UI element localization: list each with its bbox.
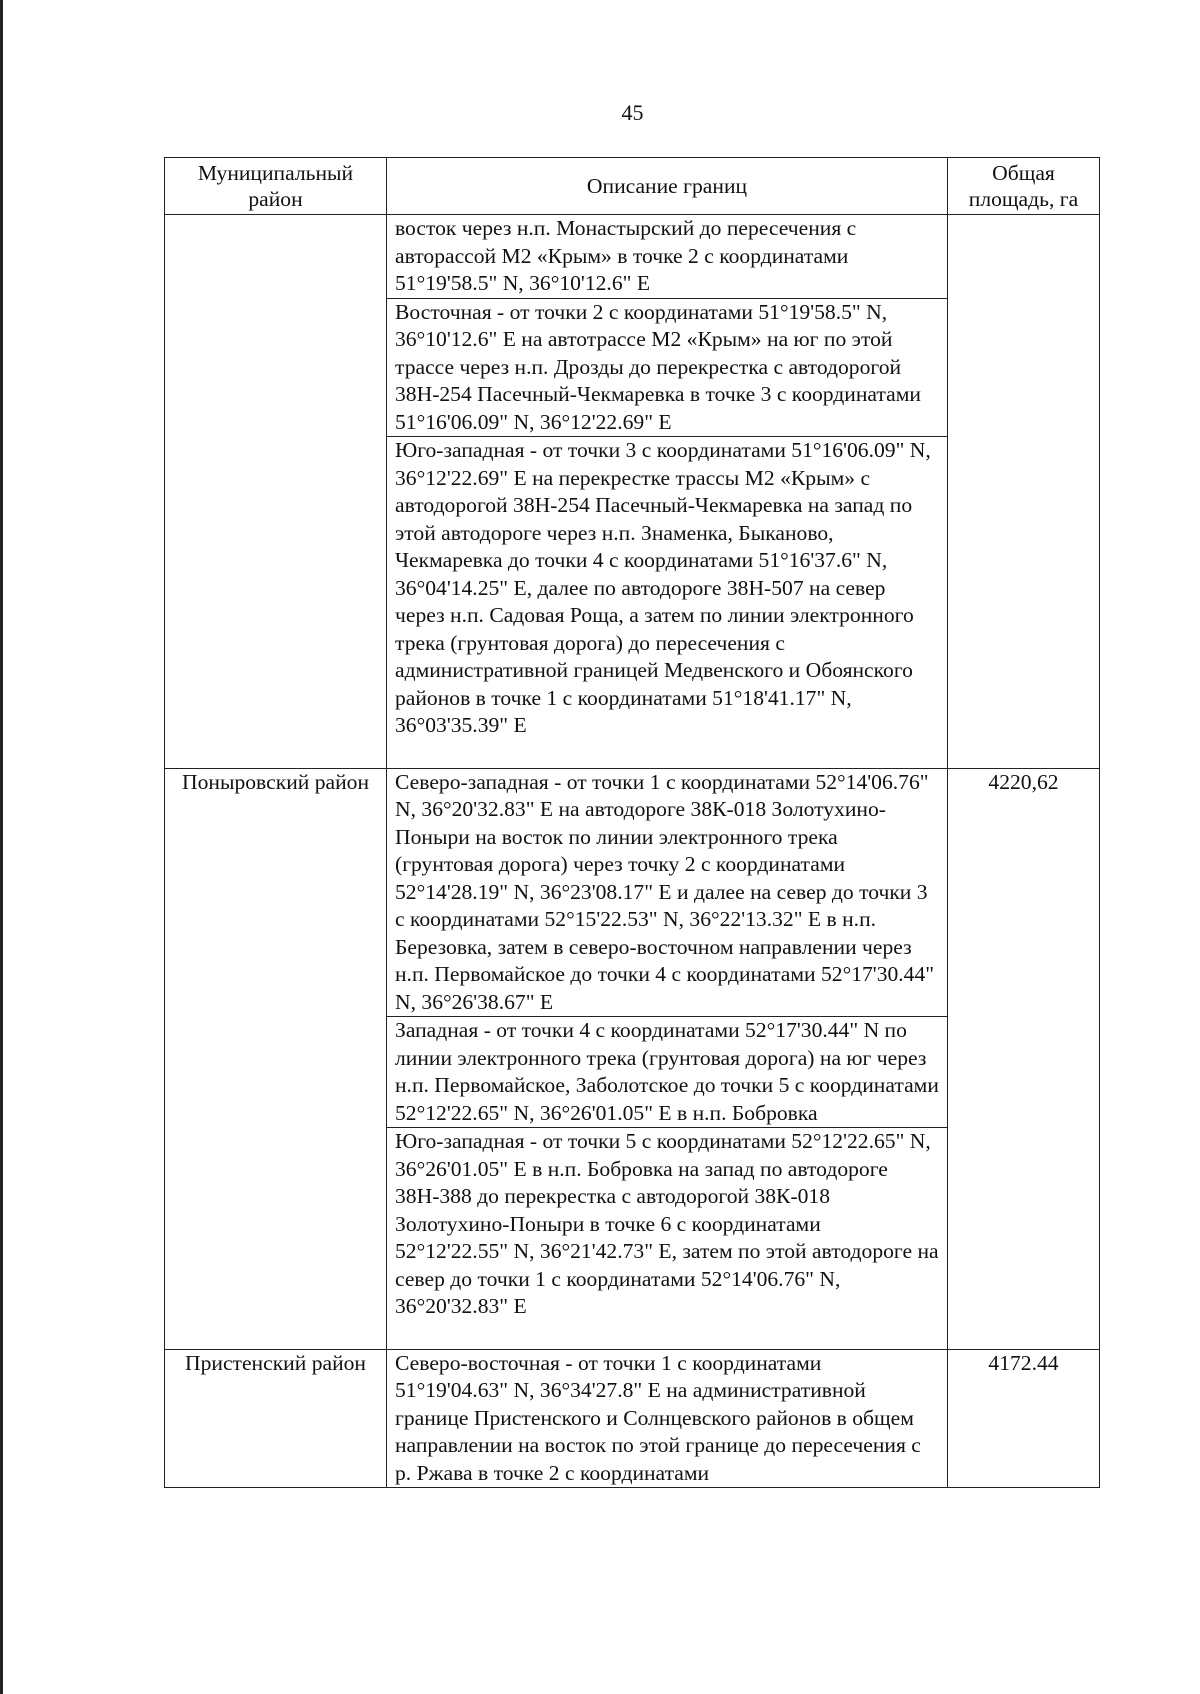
table-row	[165, 215, 1100, 299]
header-area: Общая площадь, га	[948, 158, 1100, 215]
table-header-row	[165, 158, 1100, 215]
description-cell: Юго-западная - от точки 3 с координатами 51°16'06.09" N, 36°12'22.69" E на перекрестке трассы М2 «Крым» с автодорогой 38Н-254 Пасечный-Чекмаревка на запад по этой автодороге через н.п. Знаменка, Быканово, Чекмаревка до точки 4 с координатами 51°16'37.6" N, 36°04'14.25" E, далее по автодороге 38Н-507 на север через н.п. Садовая Роща, а затем по линии электронного трека (грунтовая дорога) до пересечения с административной границей Медвенского и Обоянского районов в точке 1 с координатами 51°18'41.17" N, 36°03'35.39" E	[387, 437, 948, 769]
boundaries-table	[164, 157, 1100, 1488]
description-cell: Юго-западная - от точки 5 с координатами 52°12'22.65" N, 36°26'01.05" E в н.п. Бобровка на запад по автодороге 38Н-388 до перекрестка с автодорогой 38К-018 Золотухино-Поныри в точке 6 с координатами 52°12'22.55" N, 36°21'42.73" E, затем по этой автодороге на север до точки 1 с координатами 52°14'06.76" N, 36°20'32.83" E	[387, 1128, 948, 1350]
table-row	[165, 768, 1100, 1017]
page-number: 45	[621, 100, 644, 125]
header-district: Муниципальный район	[165, 158, 387, 215]
header-description: Описание границ	[387, 158, 948, 215]
area-cell: 4220,62	[948, 768, 1100, 1349]
area-cell	[948, 215, 1100, 769]
district-cell: Пристенский район	[165, 1349, 387, 1488]
description-cell: Восточная - от точки 2 с координатами 51°19'58.5" N, 36°10'12.6" E на автотрассе М2 «Крым» на юг по этой трассе через н.п. Дрозды до перекрестка с автодорогой 38Н-254 Пасечный-Чекмаревка в точке 3 с координатами 51°16'06.09" N, 36°12'22.69" E	[387, 298, 948, 437]
page-left-edge	[0, 0, 3, 1694]
district-cell: Поныровский район	[165, 768, 387, 1349]
description-cell: восток через н.п. Монастырский до пересечения с авторассой М2 «Крым» в точке 2 с координатами 51°19'58.5" N, 36°10'12.6" E	[387, 215, 948, 299]
table-row	[165, 1349, 1100, 1488]
district-cell	[165, 215, 387, 769]
description-cell: Северо-восточная - от точки 1 с координатами 51°19'04.63" N, 36°34'27.8" E на административной границе Пристенского и Солнцевского районов в общем направлении на восток по этой границе до пересечения с р. Ржава в точке 2 с координатами	[387, 1349, 948, 1488]
area-cell: 4172.44	[948, 1349, 1100, 1488]
description-cell: Северо-западная - от точки 1 с координатами 52°14'06.76" N, 36°20'32.83" E на автодороге 38К-018 Золотухино-Поныри на восток по линии электронного трека (грунтовая дорога) через точку 2 с координатами 52°14'28.19" N, 36°23'08.17" E и далее на север до точки 3 с координатами 52°15'22.53" N, 36°22'13.32" E в н.п. Березовка, затем в северо-восточном направлении через н.п. Первомайское до точки 4 с координатами 52°17'30.44" N, 36°26'38.67" E	[387, 768, 948, 1017]
description-cell: Западная - от точки 4 с координатами 52°17'30.44" N по линии электронного трека (грунтовая дорога) на юг через н.п. Первомайское, Заболотское до точки 5 с координатами 52°12'22.65" N, 36°26'01.05" E в н.п. Бобровка	[387, 1017, 948, 1128]
